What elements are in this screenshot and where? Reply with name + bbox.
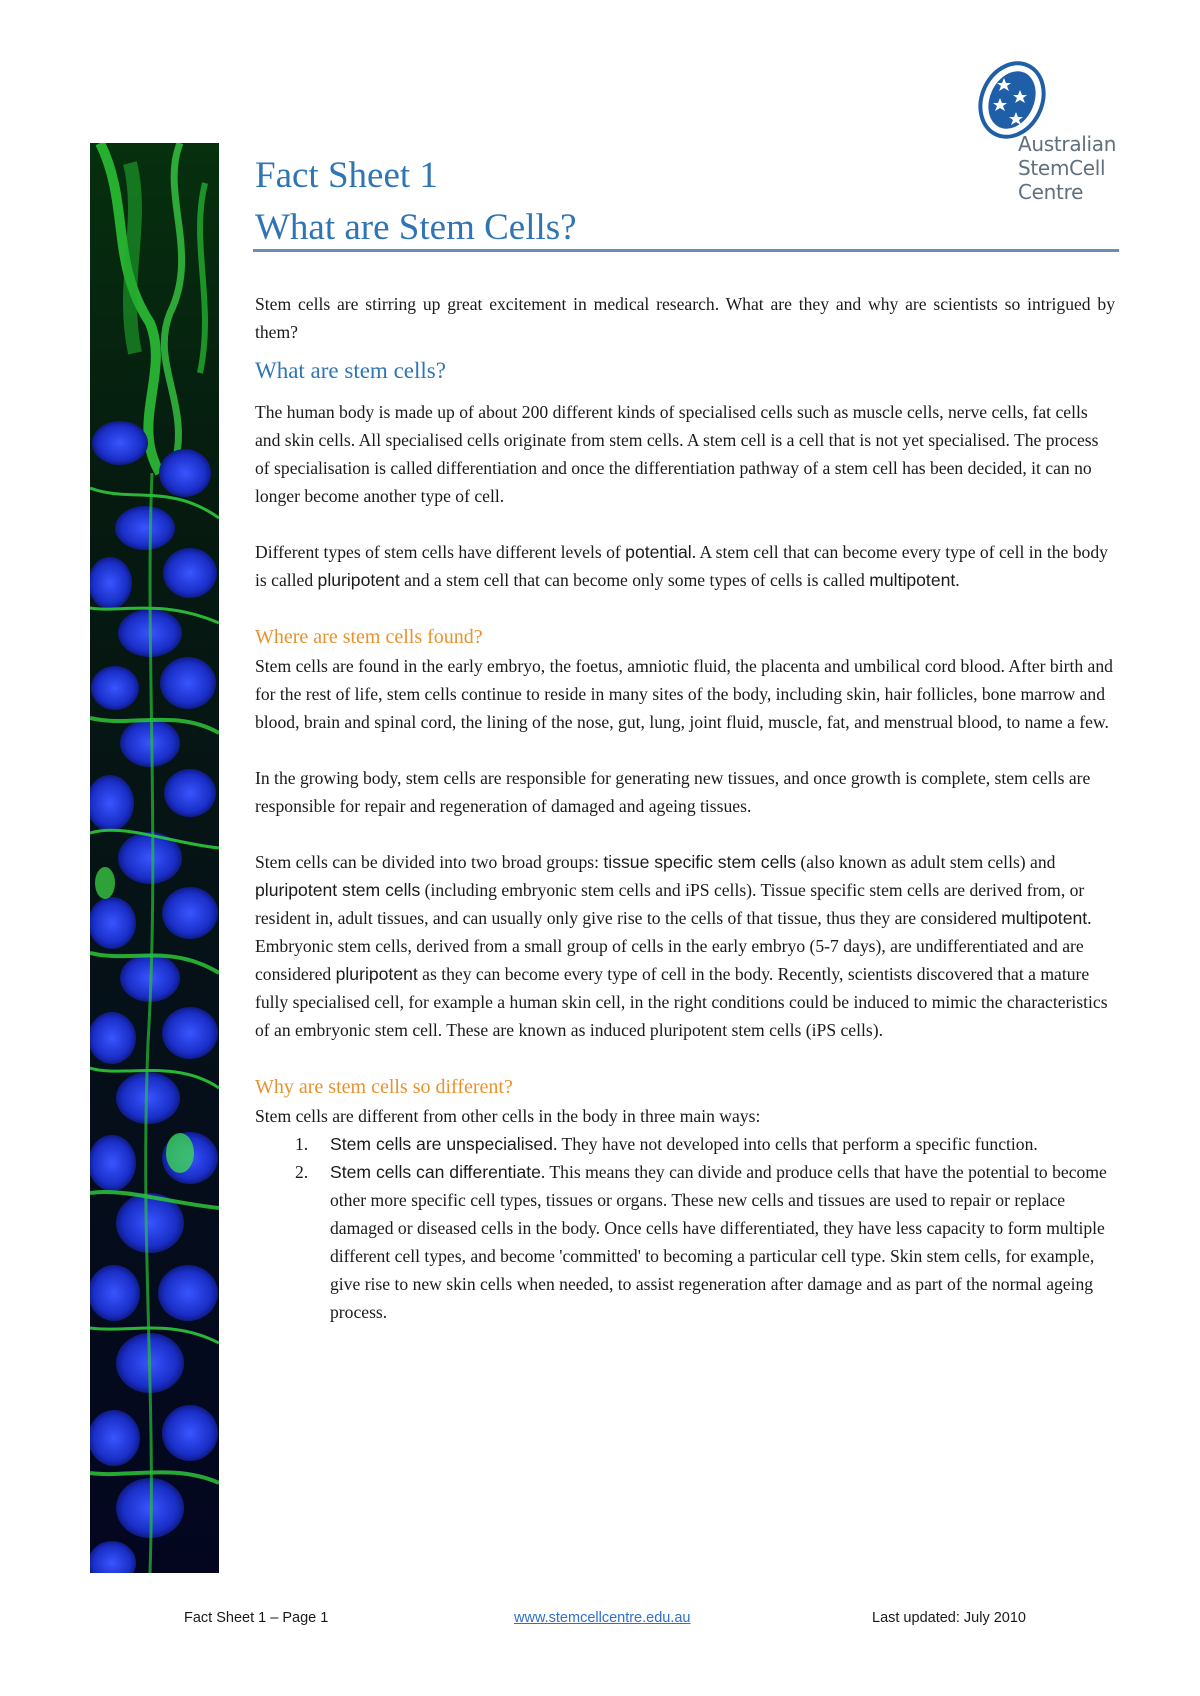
heading-what-are-stem-cells: What are stem cells? (255, 358, 446, 383)
list-number: 2. (295, 1162, 309, 1182)
title-fact-sheet: Fact Sheet 1 (255, 155, 438, 196)
text: (including embryonic stem cells and iPS cells). Tissue specific stem cells are derived from, or resident in, adult tissues, and can usually only give rise to the cells of that tissue, thus they are considered (255, 880, 1085, 928)
paragraph-two-groups (255, 848, 1115, 1044)
footer-page-label: Fact Sheet 1 – Page 1 (184, 1610, 329, 1626)
text: . Embryonic stem cells, derived from a small group of cells in the early embryo (5-7 days), are undifferentiated and are considered (255, 908, 1092, 984)
list-item (255, 1130, 1115, 1158)
differences-list (255, 1130, 1115, 1326)
paragraph-three-ways: Stem cells are different from other cells in the body in three main ways: (255, 1106, 761, 1126)
term-pluripotent: pluripotent (317, 570, 400, 590)
term-multipotent: multipotent (1001, 908, 1088, 928)
page-title (255, 150, 1115, 254)
paragraph-growing-body: In the growing body, stem cells are responsible for generating new tissues, and once growth is complete, stem cells are responsible for repair and regeneration of damaged and ageing tissues. (255, 768, 1091, 816)
text: . A stem cell that can become every type of cell in the body is called (255, 542, 1108, 590)
paragraph-potential (255, 538, 1115, 594)
term-multipotent: multipotent (869, 570, 956, 590)
term-pluripotent-stem-cells: pluripotent stem cells (255, 880, 421, 900)
term-unspecialised: Stem cells are unspecialised (330, 1134, 553, 1154)
footer-website-link[interactable]: www.stemcellcentre.edu.au (514, 1610, 691, 1626)
stars-logo-icon (972, 56, 1050, 144)
text: . (955, 570, 960, 590)
list-text: . This means they can divide and produce cells that have the potential to become other more specific cell types, tissues or organs. These new cells and tissues are used to repair or replace damaged or diseased cells in the body. Once cells have differentiated, they have less capacity to form multiple different cell types, and become 'committed' to becoming a particular cell type. Skin stem cells, for example, give rise to new skin cells when needed, to assist regeneration after damage and as part of the normal ageing process. (330, 1162, 1107, 1322)
logo-line-2: StemCell (1018, 156, 1106, 180)
list-text: . They have not developed into cells that perform a specific function. (552, 1134, 1038, 1154)
page-footer (0, 1610, 1200, 1640)
title-divider (253, 249, 1119, 252)
text: and a stem cell that can become only some types of cells is called (399, 570, 870, 590)
intro-paragraph: Stem cells are stirring up great excitement in medical research. What are they and why are scientists so intrigued by them? (255, 294, 1115, 342)
text: Different types of stem cells have different levels of (255, 542, 626, 562)
stem-cell-microscopy-image (90, 143, 219, 1573)
term-differentiate: Stem cells can differentiate (330, 1162, 541, 1182)
microscopy-illustration (90, 143, 219, 1573)
logo-line-3: Centre (1018, 180, 1084, 204)
footer-last-updated: Last updated: July 2010 (872, 1610, 1026, 1626)
logo-line-1: Australian (1018, 132, 1117, 156)
term-potential: potential (625, 542, 692, 562)
term-tissue-specific: tissue specific stem cells (603, 852, 797, 872)
list-number: 1. (295, 1134, 309, 1154)
text: as they can become every type of cell in the body. Recently, scientists discovered that a mature fully specialised cell, for example a human skin cell, in the right conditions could be induced to mimic the characteristics of an embryonic stem cell. These are known as induced pluripotent stem cells (iPS cells). (255, 964, 1108, 1040)
term-pluripotent: pluripotent (335, 964, 418, 984)
heading-where-found: Where are stem cells found? (255, 626, 483, 648)
text: (also known as adult stem cells) and (796, 852, 1056, 872)
paragraph-specialised-cells: The human body is made up of about 200 different kinds of specialised cells such as muscle cells, nerve cells, fat cells and skin cells. All specialised cells originate from stem cells. A stem cell is a cell that is not yet specialised. The process of specialisation is called differentiation and once the differentiation pathway of a stem cell has been decided, it can no longer become another type of cell. (255, 402, 1099, 506)
heading-why-different: Why are stem cells so different? (255, 1076, 513, 1098)
paragraph-locations: Stem cells are found in the early embryo, the foetus, amniotic fluid, the placenta and umbilical cord blood. After birth and for the rest of life, stem cells continue to reside in many sites of the body, including skin, hair follicles, bone marrow and blood, brain and spinal cord, the lining of the nose, gut, lung, joint fluid, muscle, fat, and menstrual blood, to name a few. (255, 656, 1113, 732)
document-body (255, 290, 1115, 1326)
list-item (255, 1158, 1115, 1326)
title-what-are-stem-cells: What are Stem Cells? (255, 207, 577, 248)
text: Stem cells can be divided into two broad groups: (255, 852, 604, 872)
